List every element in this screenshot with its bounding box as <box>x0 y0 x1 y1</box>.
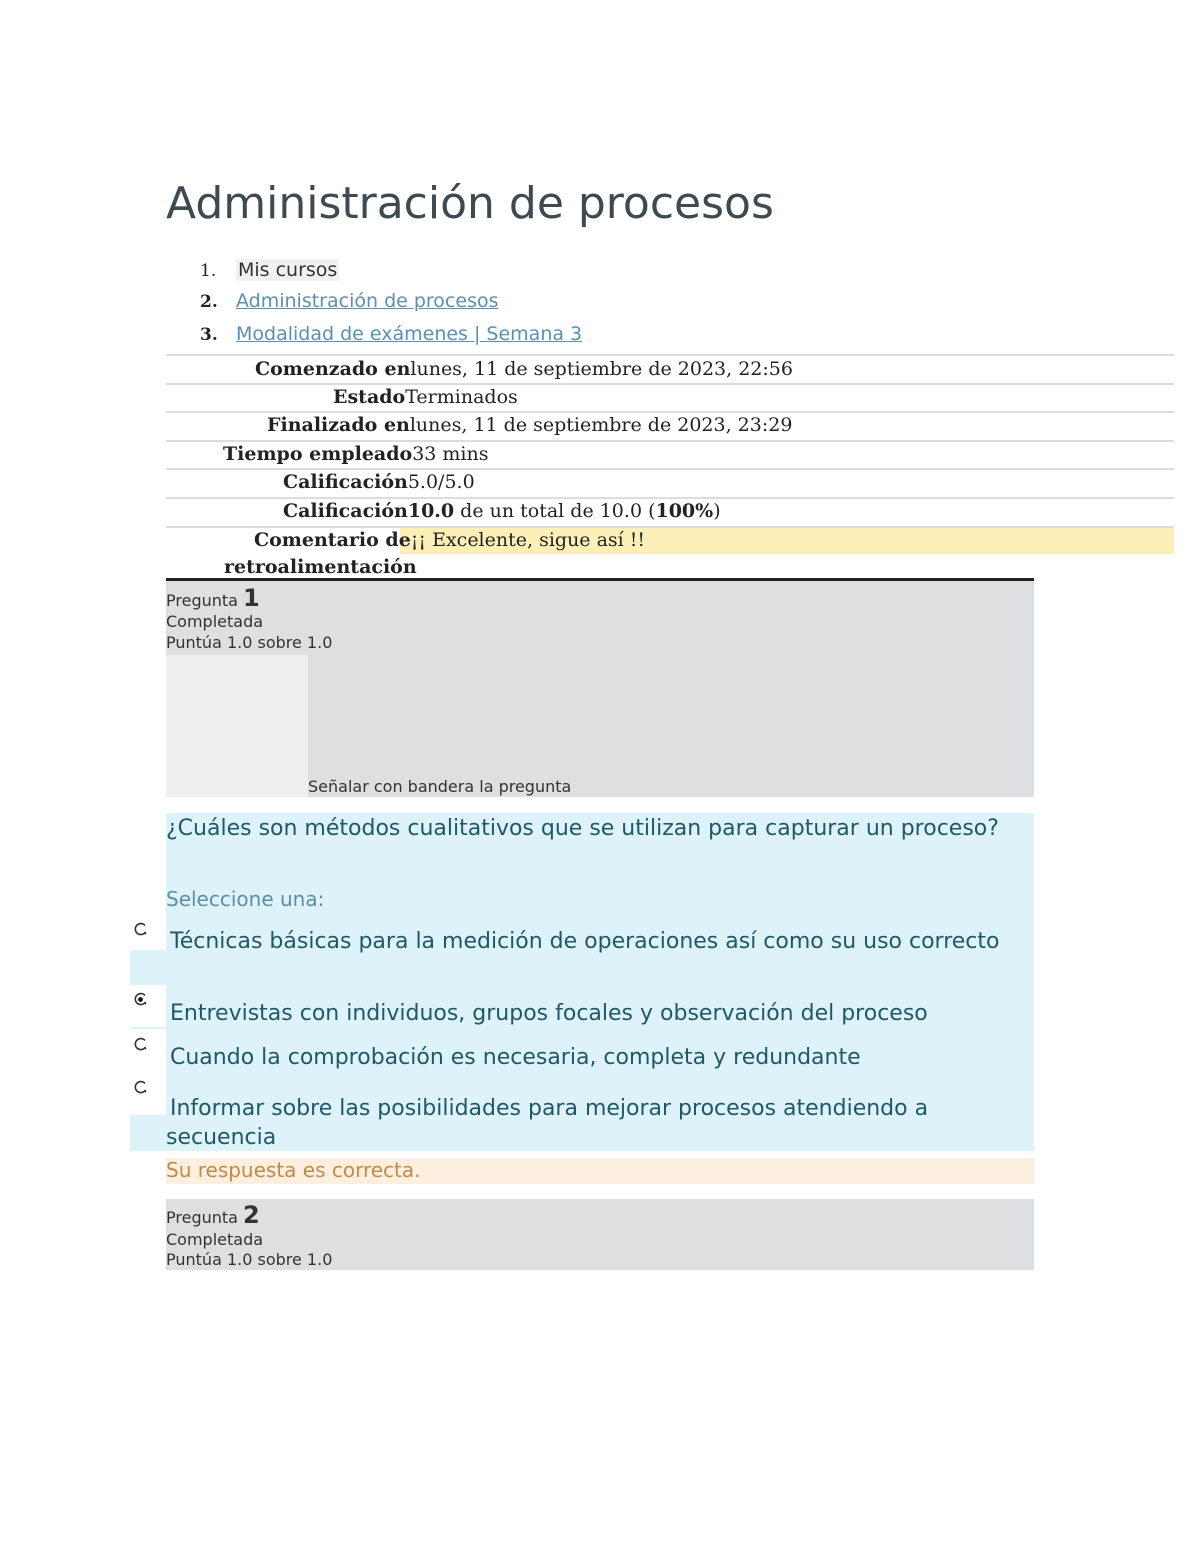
summary-value: de un total de 10.0 ( <box>454 500 656 522</box>
option-3-radio[interactable] <box>133 1037 148 1052</box>
option-1-radio[interactable] <box>133 922 148 937</box>
breadcrumb-link-exams[interactable]: Modalidad de exámenes | Semana 3 <box>236 323 583 345</box>
summary-value: 33 mins <box>412 443 489 465</box>
summary-label: Estado <box>333 386 406 408</box>
breadcrumb-item-course[interactable] <box>200 290 499 312</box>
breadcrumb-number: 2. <box>200 292 218 312</box>
summary-value-percent: 100% <box>655 500 714 522</box>
option-bg <box>130 950 166 985</box>
summary-divider <box>166 497 1174 499</box>
summary-row-feedback <box>254 529 645 551</box>
summary-divider <box>166 354 1174 356</box>
question-1-text: ¿Cuáles son métodos cualitativos que se utilizan para capturar un proceso? <box>166 816 999 841</box>
question-1-score: Puntúa 1.0 sobre 1.0 <box>166 633 333 652</box>
option-bg <box>130 1027 166 1029</box>
radio-unchecked-icon <box>133 1037 148 1052</box>
summary-divider <box>166 440 1174 442</box>
question-label: Pregunta <box>166 591 238 610</box>
summary-divider <box>166 411 1174 413</box>
radio-unchecked-icon <box>133 1080 148 1095</box>
question-number: 1 <box>243 584 260 612</box>
page-title: Administración de procesos <box>166 178 774 229</box>
summary-value: Terminados <box>405 386 518 408</box>
option-1-label[interactable]: Técnicas básicas para la medición de operaciones así como su uso correcto <box>170 929 1000 954</box>
summary-label: Comenzado en <box>255 358 411 380</box>
question-1-feedback-text: Su respuesta es correcta. <box>166 1158 421 1182</box>
summary-value-bold: 10.0 <box>407 500 455 522</box>
summary-row-state <box>333 386 518 408</box>
summary-label: Calificación <box>283 500 408 522</box>
question-2-score: Puntúa 1.0 sobre 1.0 <box>166 1250 333 1269</box>
option-2-radio[interactable] <box>133 992 148 1007</box>
breadcrumb-label[interactable]: Mis cursos <box>238 259 338 281</box>
summary-value: lunes, 11 de septiembre de 2023, 23:29 <box>409 414 793 436</box>
summary-row-started <box>255 358 793 380</box>
summary-label-continued <box>224 556 417 578</box>
summary-label: Comentario de <box>254 529 411 551</box>
breadcrumb-item-mis-cursos[interactable] <box>200 259 339 281</box>
breadcrumb-number: 1. <box>200 261 217 281</box>
summary-value: ¡¡ Excelente, sigue así !! <box>410 529 646 551</box>
question-number: 2 <box>243 1201 260 1229</box>
radio-unchecked-icon <box>133 922 148 937</box>
option-4-label[interactable]: Informar sobre las posibilidades para mejorar procesos atendiendo a secuencia <box>166 1096 929 1150</box>
question-2-heading <box>166 1201 260 1229</box>
question-1-heading <box>166 584 260 612</box>
question-1-info-side <box>166 655 308 797</box>
radio-checked-icon <box>133 992 148 1007</box>
summary-label: retroalimentación <box>224 556 417 578</box>
summary-divider <box>166 468 1174 470</box>
summary-row-finished <box>267 414 792 436</box>
summary-value: ) <box>713 500 721 522</box>
summary-label: Finalizado en <box>267 414 410 436</box>
question-1-state: Completada <box>166 612 264 631</box>
summary-divider <box>166 383 1174 385</box>
breadcrumb-item-exams[interactable] <box>200 323 582 345</box>
question-2-state: Completada <box>166 1230 264 1249</box>
select-prompt: Seleccione una: <box>166 887 325 911</box>
option-bg <box>130 1115 166 1151</box>
breadcrumb-link-course[interactable]: Administración de procesos <box>236 290 499 312</box>
summary-row-grade-total <box>283 500 721 522</box>
option-3-label[interactable]: Cuando la comprobación es necesaria, completa y redundante <box>170 1045 861 1070</box>
summary-row-grade <box>283 471 475 493</box>
summary-value: 5.0/5.0 <box>407 471 475 493</box>
option-2-label[interactable]: Entrevistas con individuos, grupos focales y observación del proceso <box>170 1001 928 1026</box>
summary-label: Tiempo empleado <box>223 443 413 465</box>
summary-row-time <box>223 443 488 465</box>
summary-label: Calificación <box>283 471 408 493</box>
flag-question-link[interactable]: Señalar con bandera la pregunta <box>308 777 572 796</box>
question-label: Pregunta <box>166 1208 238 1227</box>
option-4-radio[interactable] <box>133 1080 148 1095</box>
breadcrumb-number: 3. <box>200 325 218 345</box>
summary-value: lunes, 11 de septiembre de 2023, 22:56 <box>410 358 793 380</box>
